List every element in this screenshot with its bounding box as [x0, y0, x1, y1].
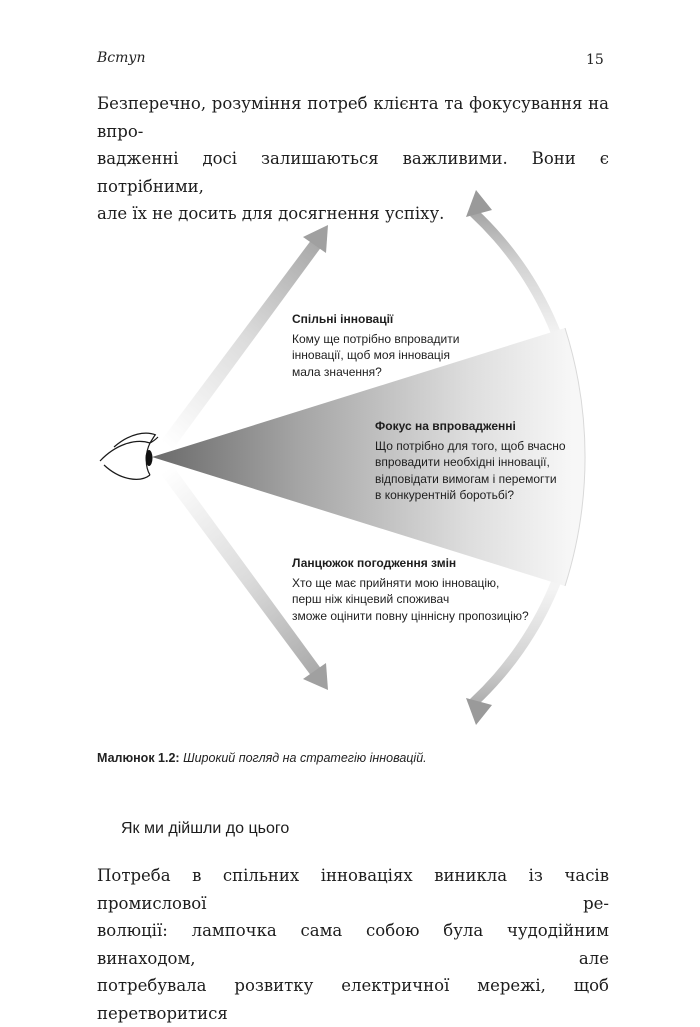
page-number: 15 — [586, 52, 604, 68]
caption-text: Широкий погляд на стратегію інновацій. — [183, 751, 427, 765]
section-heading: Як ми дійшли до цього — [121, 820, 290, 837]
label-line: в конкурентній боротьбі? — [375, 488, 515, 502]
label-line: зможе оцінити повну ціннісну пропозицію? — [292, 608, 529, 623]
eye-icon — [100, 433, 158, 479]
focus-implementation-heading: Фокус на впровадженні — [375, 419, 516, 433]
paragraph-line: потребувала розвитку електричної мережі, щоб перетворитися — [97, 976, 609, 1023]
running-head: Вступ — [97, 50, 146, 66]
change-chain-label — [292, 555, 529, 624]
focus-implementation-label — [375, 418, 566, 504]
label-line: впровадити необхідні інновації, — [375, 455, 550, 469]
change-chain-heading: Ланцюжок погодження змін — [292, 556, 457, 570]
caption-label: Малюнок 1.2: — [97, 751, 180, 765]
label-line: перш ніж кінцевий споживач — [292, 592, 450, 606]
paragraph-line: Потреба в спільних інноваціях виникла із часів промислової ре- — [97, 866, 609, 913]
label-line: відповідати вимогам і перемогти — [375, 471, 557, 486]
label-line: Що потрібно для того, щоб вчасно — [375, 438, 566, 453]
label-line: Кому ще потрібно впровадити — [292, 331, 460, 346]
paragraph-line: але їх не досить для досягнення успіху. — [97, 204, 445, 223]
label-line: мала значення? — [292, 364, 382, 379]
paragraph-line: вадженні досі залишаються важливими. Вони є потрібними, — [97, 149, 609, 196]
paragraph-line: волюції: лампочка сама собою була чудодійним винаходом, але — [97, 921, 609, 968]
label-line: Хто ще має прийняти мою інновацію, — [292, 575, 500, 590]
shared-innovation-label — [292, 311, 459, 380]
label-line: інновації, щоб моя інновація — [292, 348, 450, 362]
shared-innovation-heading: Спільні інновації — [292, 312, 394, 326]
figure-caption — [97, 751, 427, 765]
section-paragraph — [97, 862, 609, 1027]
paragraph-line: Безперечно, розуміння потреб клієнта та фокусування на впро- — [97, 94, 609, 141]
